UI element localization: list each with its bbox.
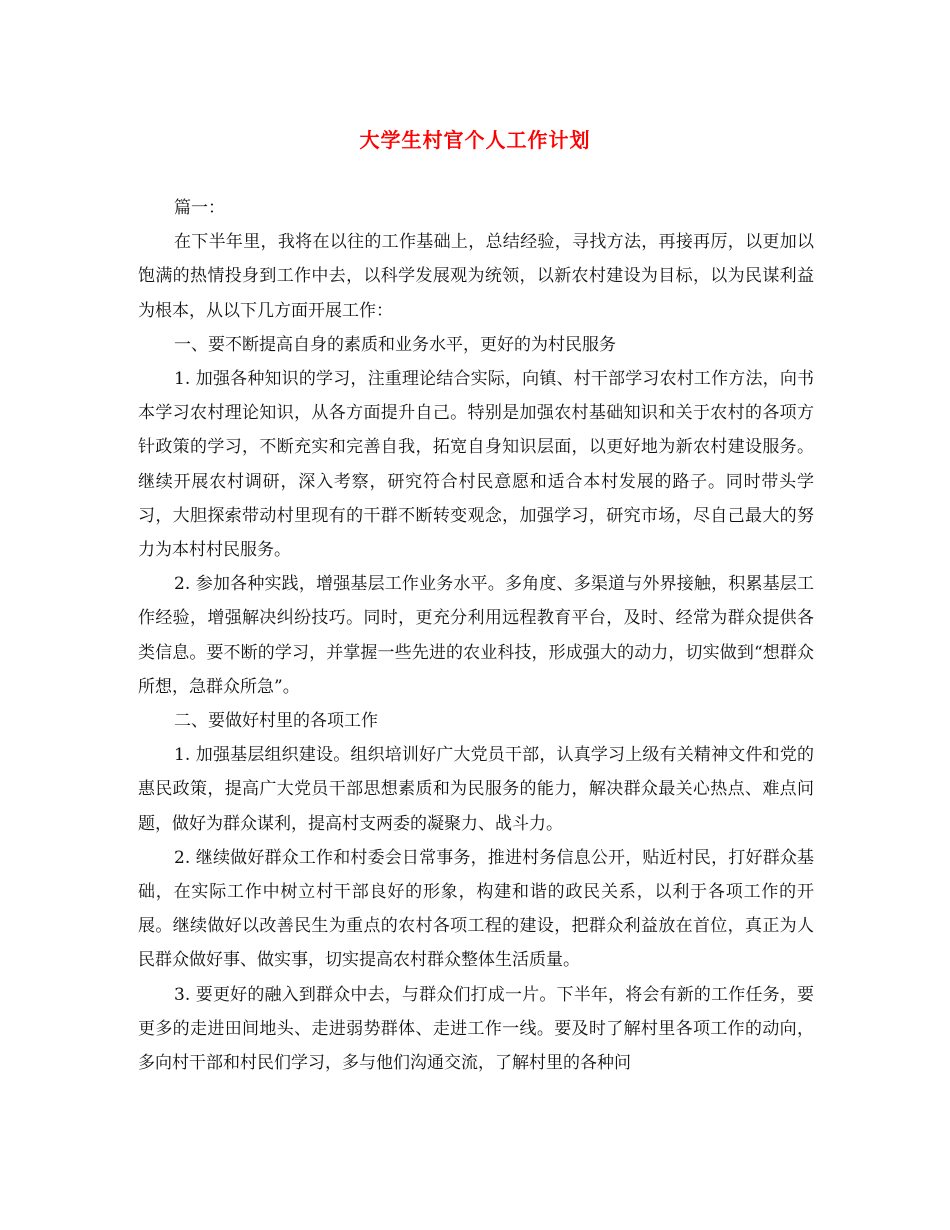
paragraph-1-1: 1. 加强各种知识的学习，注重理论结合实际，向镇、村干部学习农村工作方法，向书本学习农村理论知识，从各方面提升自己。特别是加强农村基础知识和关于农村的各项方针政策的学习，不断充实和完善自我，拓宽自身知识层面，以更好地为新农村建设服务。继续开展农村调研，深入考察，研究符合村民意愿和适合本村发展的路子。同时带头学习，大胆探索带动村里现有的干群不断转变观念，加强学习，研究市场，尽自己最大的努力为本村村民服务。	[138, 369, 814, 561]
paragraph-2-2: 2. 继续做好群众工作和村委会日常事务，推进村务信息公开，贴近村民，打好群众基础，在实际工作中树立村干部良好的形象，构建和谐的政民关系，以利于各项工作的开展。继续做好以改善民生为重点的农村各项工程的建设，把群众利益放在首位，真正为人民群众做好事、做实事，切实提高农村群众整体生活质量。	[138, 847, 814, 971]
document-title: 大学生村官个人工作计划	[359, 128, 591, 152]
document-body	[138, 191, 814, 1080]
section-label: 篇一：	[174, 198, 225, 218]
heading-one: 一、要不断提高自身的素质和业务水平，更好的为村民服务	[174, 334, 616, 355]
paragraph-2-1: 1. 加强基层组织建设。组织培训好广大党员干部，认真学习上级有关精神文件和党的惠民政策，提高广大党员干部思想素质和为民服务的能力，解决群众最关心热点、难点问题，做好为群众谋利，提高村支两委的凝聚力、战斗力。	[138, 745, 814, 834]
heading-two: 二、要做好村里的各项工作	[174, 711, 378, 732]
paragraph-1-2: 2. 参加各种实践，增强基层工作业务水平。多角度、多渠道与外界接触，积累基层工作经验，增强解决纠纷技巧。同时，更充分利用远程教育平台，及时、经常为群众提供各类信息。要不断的学习，并掌握一些先进的农业科技，形成强大的动力，切实做到“想群众所想，急群众所急”。	[138, 574, 814, 697]
intro-paragraph: 在下半年里，我将在以往的工作基础上，总结经验，寻找方法，再接再厉，以更加以饱满的热情投身到工作中去，以科学发展观为统领，以新农村建设为目标，以为民谋利益为根本，从以下几方面开展工作：	[138, 232, 814, 321]
paragraph-2-3: 3. 要更好的融入到群众中去，与群众们打成一片。下半年，将会有新的工作任务，要更多的走进田间地头、走进弱势群体、走进工作一线。要及时了解村里各项工作的动向，多向村干部和村民们学习，多与他们沟通交流，了解村里的各种问	[138, 984, 814, 1074]
